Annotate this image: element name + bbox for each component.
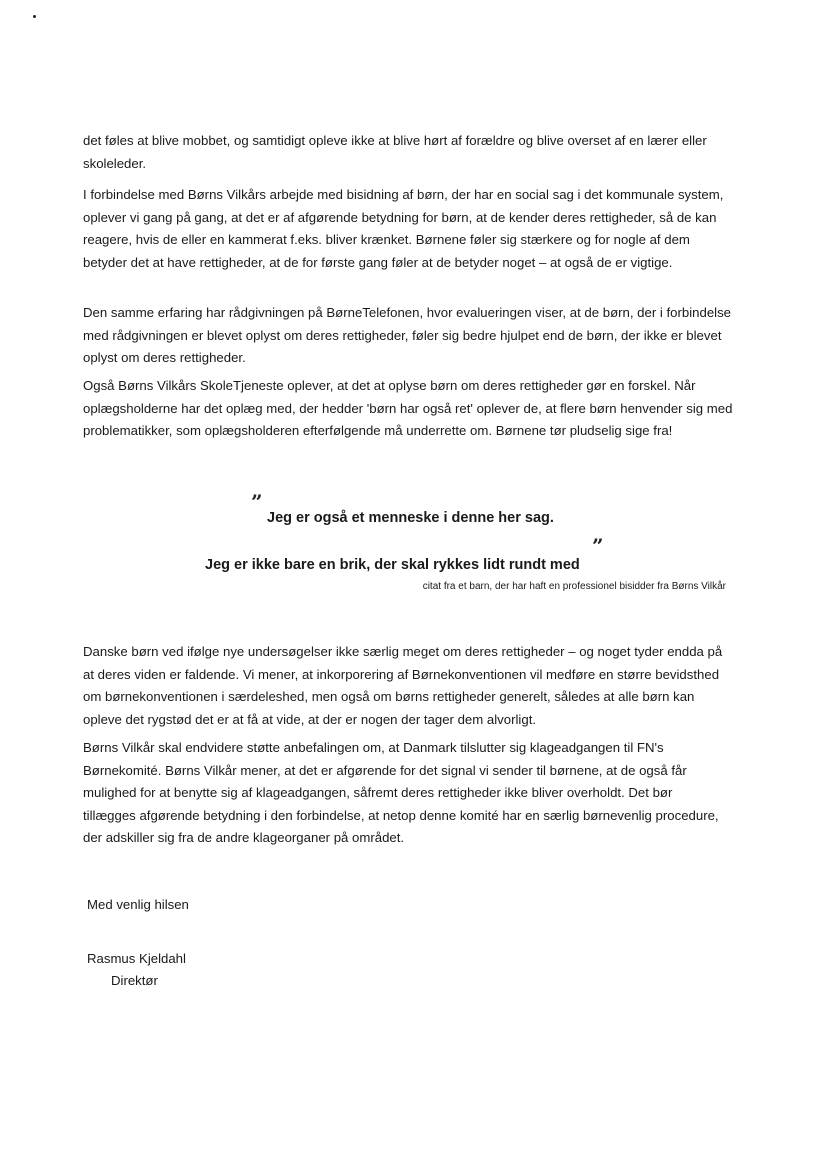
paragraph-knowledge: Danske børn ved ifølge nye undersøgelser ikke særlig meget om deres rettigheder – og noget tyder endda på at deres viden er faldende. Vi mener, at inkorporering af Børnekonventionen vil medføre en større bevidsthed om børnekonventionen i særdeleshed, men også om børns rettigheder generelt, således at alle børn kan opleve det rygstød det er at få at vide, at der er nogen der tager dem alvorligt.	[83, 644, 723, 727]
paragraph-helpline: Den samme erfaring har rådgivningen på BørneTelefonen, hvor evalueringen viser, at de børn, der i forbindelse med rådgivningen er blevet oplyst om deres rettigheder, føler sig bedre hjulpet end de børn, der ikke er blevet oplyst om deres rettigheder.	[83, 305, 732, 365]
signer-title: Direktør	[111, 973, 158, 988]
quote-line-1: Jeg er også et menneske i denne her sag.	[267, 510, 554, 526]
open-quote-mark: ”	[251, 490, 263, 514]
signer-name: Rasmus Kjeldahl	[87, 951, 186, 966]
paragraph-bullying: det føles at blive mobbet, og samtidigt opleve ikke at blive hørt af forældre og blive overset af en lærer eller skoleleder.	[83, 133, 707, 171]
paragraph-complaints: Børns Vilkår skal endvidere støtte anbefalingen om, at Danmark tilslutter sig klageadgangen til FN's Børnekomité. Børns Vilkår mener, at det er afgørende for det signal vi sender til børnene, at de også får mulighed for at benytte sig af klageadgangen, såfremt deres rettigheder ikke bliver overholdt. Det bør tillægges afgørende betydning i den forbindelse, at netop denne komité har en særlig børnevenlig procedure, der adskiller sig fra de andre klageorganer på området.	[83, 740, 719, 845]
quote-line-2: Jeg er ikke bare en brik, der skal rykkes lidt rundt med	[205, 557, 580, 573]
closing-greeting: Med venlig hilsen	[87, 897, 189, 912]
scan-mark	[33, 15, 36, 18]
close-quote-mark: ”	[592, 534, 604, 558]
quote-attribution: citat fra et barn, der har haft en professionel bisidder fra Børns Vilkår	[422, 581, 726, 592]
paragraph-school-service: Også Børns Vilkårs SkoleTjeneste oplever, at det at oplyse børn om deres rettigheder gør en forskel. Når oplægsholderne har det oplæg med, der hedder 'børn har også ret' oplever de, at flere børn henvender sig med problematikker, som oplægsholderen efterfølgende må underrette om. Børnene tør pludselig sige fra!	[83, 378, 733, 438]
paragraph-advocacy: I forbindelse med Børns Vilkårs arbejde med bisidning af børn, der har en social sag i det kommunale system, oplever vi gang på gang, at det er af afgørende betydning for børn, at de kender deres rettigheder, så de kan reagere, hvis de eller en kammerat f.eks. bliver krænket. Børnene føler sig stærkere og for nogle af dem betyder det at have rettigheder, at de for første gang føler at de betyder noget – at også de er vigtige.	[83, 187, 724, 270]
